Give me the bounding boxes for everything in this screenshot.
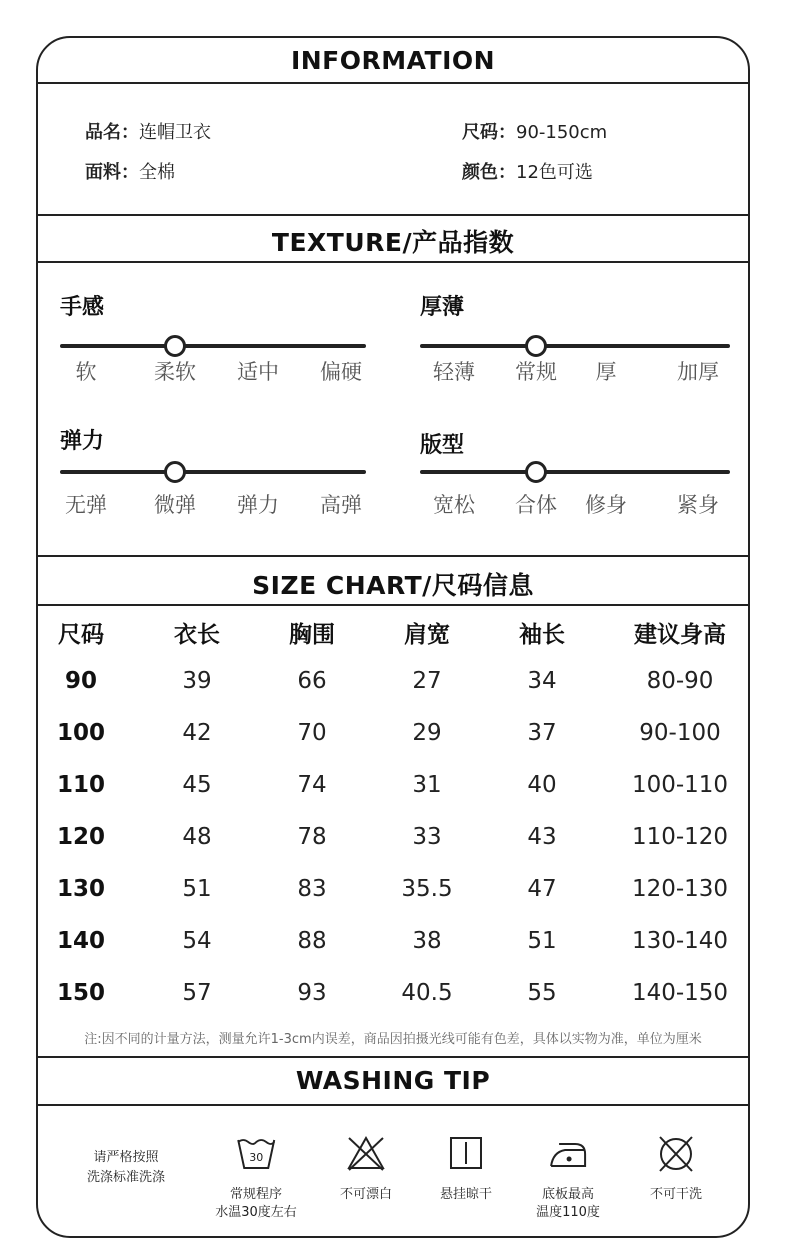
- table-header-cell: 衣长: [174, 622, 220, 648]
- table-size-cell: 150: [56, 980, 106, 1006]
- table-cell: 93: [297, 980, 327, 1006]
- product-info-card: [36, 36, 750, 1238]
- table-cell: 90-100: [639, 720, 721, 746]
- metric-scale-label: 无弹: [65, 493, 107, 517]
- table-cell: 47: [527, 876, 557, 902]
- metric-slider-track: [60, 470, 366, 474]
- no-bleach-icon: [345, 1134, 387, 1174]
- info-field-name: 品名：连帽卫衣: [85, 122, 211, 143]
- table-cell: 37: [527, 720, 557, 746]
- size-note: 注:因不同的计量方法，测量允许1-3cm内误差，商品因拍摄光线可能有色差，具体以实物为准，单位为厘米: [84, 1032, 702, 1047]
- info-field-size: 尺码：90-150cm: [462, 122, 608, 143]
- wash-tip-no-dry-clean: 不可干洗: [650, 1134, 702, 1204]
- table-size-cell: 110: [56, 772, 106, 798]
- divider: [38, 555, 748, 557]
- wash-tip-iron: 底板最高 温度110度: [536, 1134, 600, 1222]
- table-cell: 27: [412, 668, 442, 694]
- divider: [38, 82, 748, 84]
- metric-scale-label: 紧身: [677, 493, 719, 517]
- metric-title: 弹力: [60, 429, 105, 454]
- table-cell: 88: [297, 928, 327, 954]
- table-cell: 100-110: [631, 772, 729, 798]
- table-cell: 40: [527, 772, 557, 798]
- table-header-cell: 袖长: [519, 622, 565, 648]
- table-cell: 130-140: [631, 928, 729, 954]
- metric-slider-track: [420, 470, 730, 474]
- table-header-cell: 尺码: [58, 622, 104, 648]
- metric-scale-label: 适中: [237, 360, 279, 384]
- table-cell: 120-130: [631, 876, 729, 902]
- table-cell: 33: [412, 824, 442, 850]
- metric-title: 厚薄: [420, 295, 465, 320]
- metric-slider-knob: [525, 335, 547, 357]
- table-cell: 110-120: [631, 824, 729, 850]
- divider: [38, 1104, 748, 1106]
- table-size-cell: 90: [64, 668, 98, 694]
- metric-scale-label: 常规: [515, 360, 557, 384]
- table-cell: 74: [297, 772, 327, 798]
- iron-icon: [547, 1134, 589, 1174]
- metric-scale-label: 软: [75, 360, 97, 384]
- info-field-fabric: 面料：全棉: [85, 162, 175, 183]
- metric-title: 手感: [60, 295, 105, 320]
- table-cell: 40.5: [401, 980, 453, 1006]
- table-cell: 43: [527, 824, 557, 850]
- table-header-cell: 建议身高: [634, 622, 726, 648]
- table-cell: 39: [182, 668, 212, 694]
- table-cell: 140-150: [631, 980, 729, 1006]
- metric-slider-knob: [164, 461, 186, 483]
- divider: [38, 604, 748, 606]
- divider: [38, 1056, 748, 1058]
- table-cell: 29: [412, 720, 442, 746]
- metric-slider-track: [420, 344, 730, 348]
- washing-title: WASHING TIP: [295, 1066, 491, 1095]
- table-cell: 80-90: [646, 668, 714, 694]
- metric-scale-label: 厚: [595, 360, 617, 384]
- table-cell: 31: [412, 772, 442, 798]
- metric-scale-label: 合体: [515, 493, 557, 517]
- size-chart-title: SIZE CHART/尺码信息: [252, 571, 534, 600]
- table-cell: 34: [527, 668, 557, 694]
- table-size-cell: 120: [56, 824, 106, 850]
- metric-slider-knob: [525, 461, 547, 483]
- metric-title: 版型: [420, 433, 465, 458]
- table-cell: 55: [527, 980, 557, 1006]
- wash-30-icon: [235, 1134, 277, 1174]
- metric-slider-track: [60, 344, 366, 348]
- table-header-cell: 胸围: [289, 622, 335, 648]
- info-field-color: 颜色：12色可选: [462, 162, 593, 183]
- wash-tip-no-bleach: 不可漂白: [340, 1134, 392, 1204]
- divider: [38, 261, 748, 263]
- metric-slider-knob: [164, 335, 186, 357]
- washing-intro: 请严格按照 洗涤标准洗涤: [86, 1150, 166, 1185]
- information-title: INFORMATION: [290, 46, 496, 75]
- table-cell: 54: [182, 928, 212, 954]
- metric-scale-label: 修身: [585, 493, 627, 517]
- divider: [38, 214, 748, 216]
- metric-scale-label: 高弹: [320, 493, 362, 517]
- table-cell: 42: [182, 720, 212, 746]
- table-cell: 51: [527, 928, 557, 954]
- table-cell: 66: [297, 668, 327, 694]
- table-cell: 78: [297, 824, 327, 850]
- table-cell: 70: [297, 720, 327, 746]
- metric-scale-label: 加厚: [677, 360, 719, 384]
- table-cell: 83: [297, 876, 327, 902]
- wash-tip-hang-dry: 悬挂晾干: [440, 1134, 492, 1204]
- metric-scale-label: 宽松: [433, 493, 475, 517]
- no-dry-clean-icon: [655, 1134, 697, 1174]
- wash-tip-wash-30: 30 常规程序 水温30度左右: [215, 1134, 297, 1222]
- table-cell: 48: [182, 824, 212, 850]
- texture-title: TEXTURE/产品指数: [271, 228, 515, 257]
- hang-dry-icon: [445, 1134, 487, 1174]
- metric-scale-label: 轻薄: [433, 360, 475, 384]
- table-size-cell: 130: [56, 876, 106, 902]
- metric-scale-label: 微弹: [154, 493, 196, 517]
- table-size-cell: 100: [56, 720, 106, 746]
- metric-scale-label: 弹力: [237, 493, 279, 517]
- table-size-cell: 140: [56, 928, 106, 954]
- table-cell: 45: [182, 772, 212, 798]
- table-cell: 51: [182, 876, 212, 902]
- metric-scale-label: 偏硬: [320, 360, 362, 384]
- table-cell: 35.5: [401, 876, 453, 902]
- metric-scale-label: 柔软: [154, 360, 196, 384]
- table-cell: 38: [412, 928, 442, 954]
- svg-text:30: 30: [248, 1151, 263, 1164]
- table-cell: 57: [182, 980, 212, 1006]
- table-header-cell: 肩宽: [404, 622, 450, 648]
